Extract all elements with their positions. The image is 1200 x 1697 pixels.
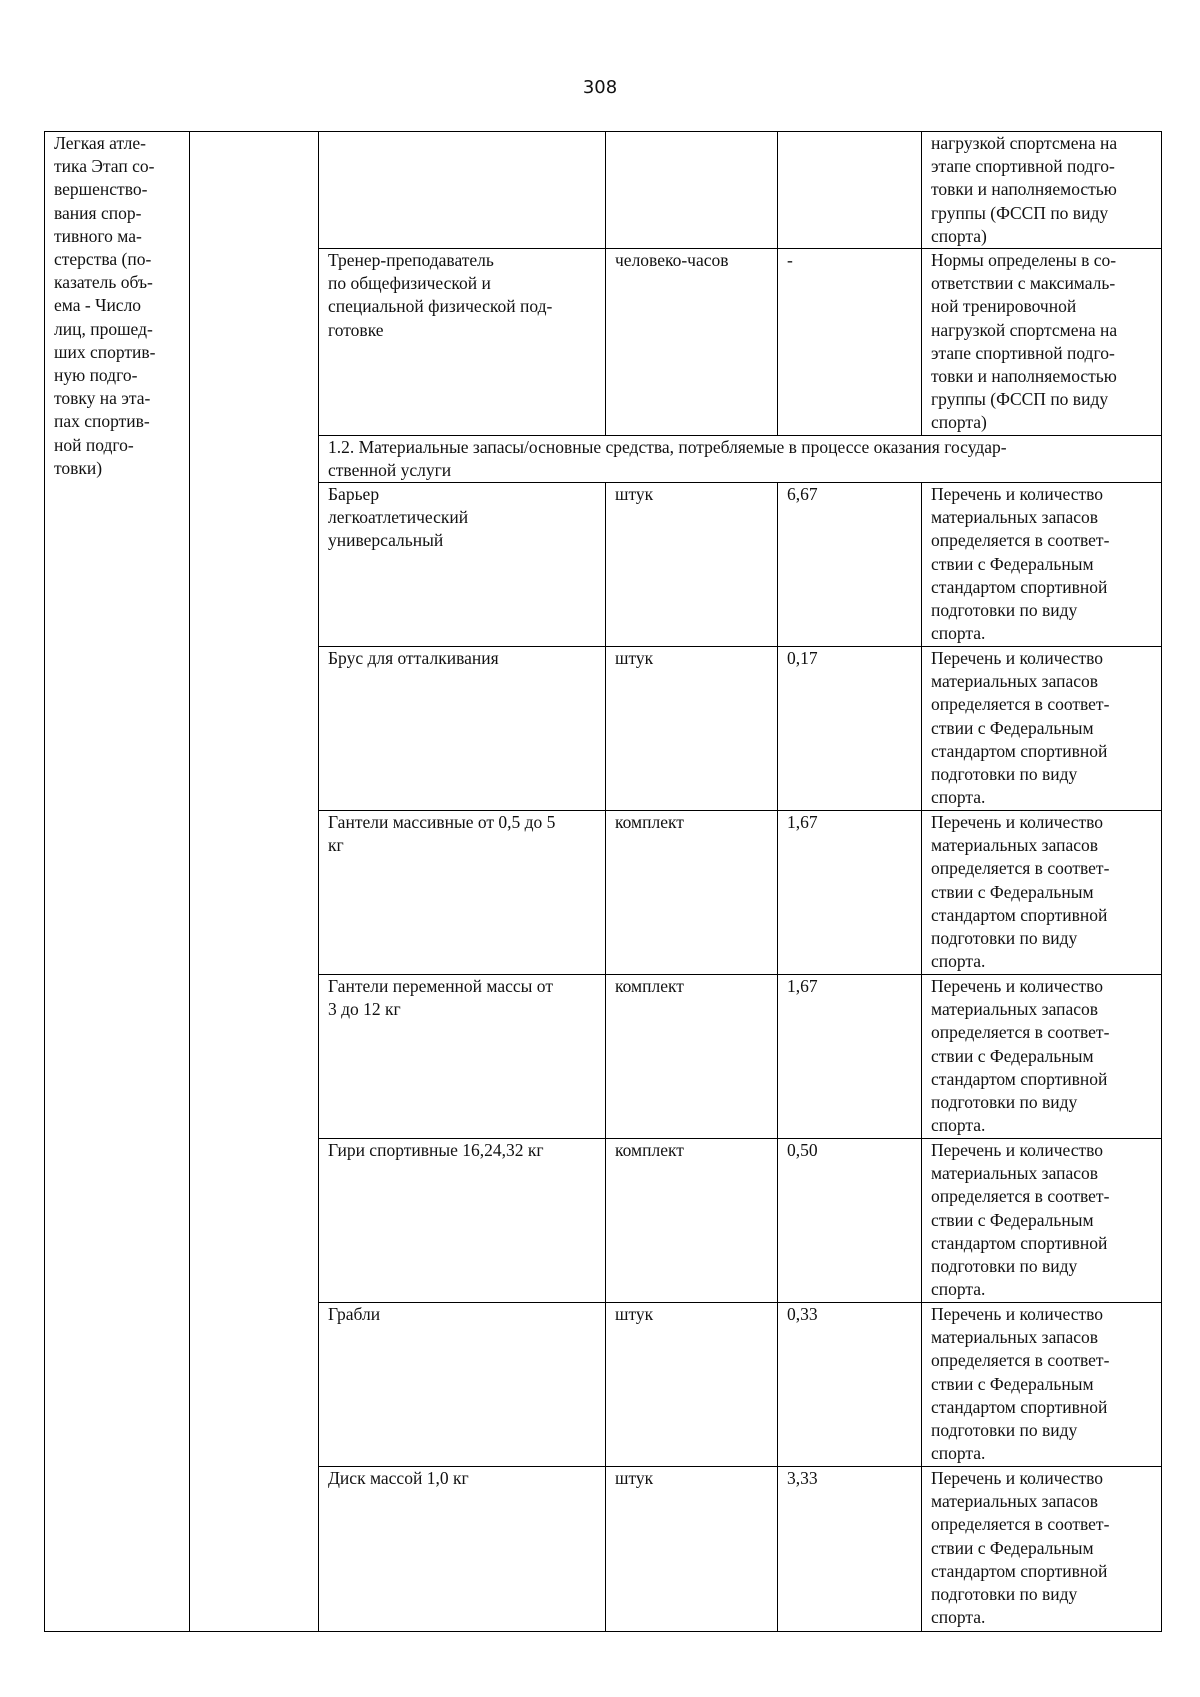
item-value: 1,67 xyxy=(778,975,922,1139)
note-cell: нагрузкой спортсмена на этапе спортивной подго- товки и наполняемостью группы (ФССП по виду спорта) xyxy=(922,132,1162,249)
name-cell xyxy=(319,132,606,249)
item-name: Гантели массивные от 0,5 до 5 кг xyxy=(319,811,606,975)
item-name: Брус для отталкивания xyxy=(319,647,606,811)
norms-table xyxy=(44,131,1162,1632)
empty-cell xyxy=(190,132,319,1632)
item-value: 3,33 xyxy=(778,1467,922,1632)
item-unit: штук xyxy=(606,1467,778,1632)
item-value: 0,50 xyxy=(778,1139,922,1303)
item-unit: комплект xyxy=(606,1139,778,1303)
unit-cell xyxy=(606,132,778,249)
note-cell: Нормы определены в со- ответствии с максималь- ной тренировочной нагрузкой спортсмена на этапе спортивной подго- товки и наполняемостью группы (ФССП по виду спорта) xyxy=(922,249,1162,436)
table-row xyxy=(45,132,1162,249)
item-note: Перечень и количество материальных запасов определяется в соответ- ствии с Федеральным стандартом спортивной подготовки по виду спорта. xyxy=(922,975,1162,1139)
item-note: Перечень и количество материальных запасов определяется в соответ- ствии с Федеральным стандартом спортивной подготовки по виду спорта. xyxy=(922,1303,1162,1467)
item-name: Гантели переменной массы от 3 до 12 кг xyxy=(319,975,606,1139)
name-cell: Тренер-преподаватель по общефизической и специальной физической под- готовке xyxy=(319,249,606,436)
item-name: Грабли xyxy=(319,1303,606,1467)
item-unit: комплект xyxy=(606,811,778,975)
item-value: 6,67 xyxy=(778,483,922,647)
value-cell xyxy=(778,132,922,249)
item-value: 1,67 xyxy=(778,811,922,975)
item-note: Перечень и количество материальных запасов определяется в соответ- ствии с Федеральным стандартом спортивной подготовки по виду спорта. xyxy=(922,483,1162,647)
item-note: Перечень и количество материальных запасов определяется в соответ- ствии с Федеральным стандартом спортивной подготовки по виду спорта. xyxy=(922,811,1162,975)
item-unit: штук xyxy=(606,1303,778,1467)
unit-cell: человеко-часов xyxy=(606,249,778,436)
item-value: 0,33 xyxy=(778,1303,922,1467)
item-note: Перечень и количество материальных запасов определяется в соответ- ствии с Федеральным стандартом спортивной подготовки по виду спорта. xyxy=(922,1139,1162,1303)
item-note: Перечень и количество материальных запасов определяется в соответ- ствии с Федеральным стандартом спортивной подготовки по виду спорта. xyxy=(922,647,1162,811)
activity-label-cell: Легкая атле- тика Этап со- вершенство- вания спор- тивного ма- стерства (по- казатель объ- ема - Число лиц, прошед- ших спортив- ную подго- товку на эта- пах спортив- ной подго- товки) xyxy=(45,132,190,1632)
item-name: Гири спортивные 16,24,32 кг xyxy=(319,1139,606,1303)
item-unit: штук xyxy=(606,647,778,811)
value-cell: - xyxy=(778,249,922,436)
item-name: Барьер легкоатлетический универсальный xyxy=(319,483,606,647)
item-value: 0,17 xyxy=(778,647,922,811)
item-name: Диск массой 1,0 кг xyxy=(319,1467,606,1632)
item-unit: комплект xyxy=(606,975,778,1139)
page-number: 308 xyxy=(582,77,618,98)
section-heading: 1.2. Материальные запасы/основные средства, потребляемые в процессе оказания государ- ственной услуги xyxy=(319,435,1162,482)
item-note: Перечень и количество материальных запасов определяется в соответ- ствии с Федеральным стандартом спортивной подготовки по виду спорта. xyxy=(922,1467,1162,1632)
item-unit: штук xyxy=(606,483,778,647)
